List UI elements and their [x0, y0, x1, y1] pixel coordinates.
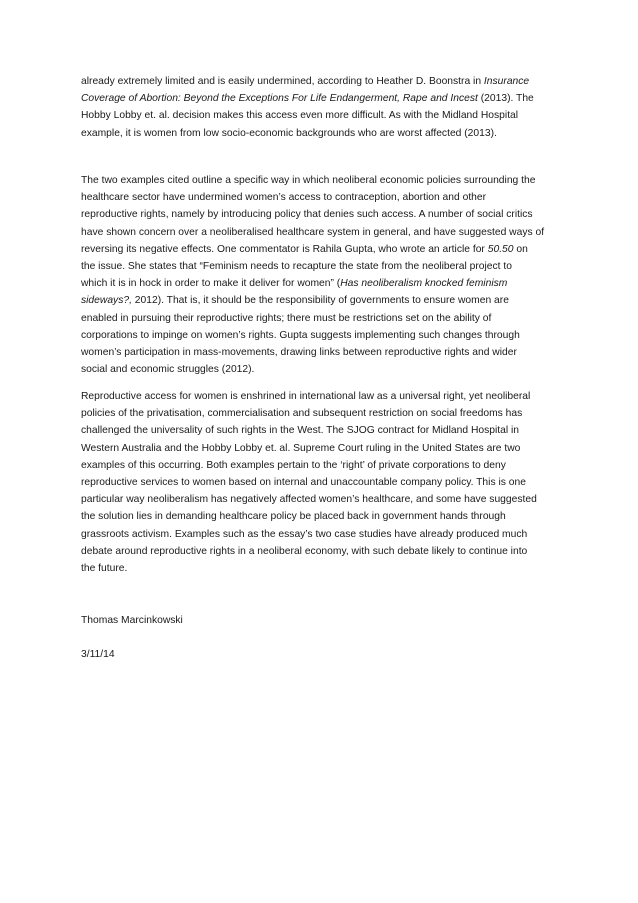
- text-line: the future.: [81, 563, 128, 575]
- text-line: the solution lies in demanding healthcare policy be placed back in government hands through: [81, 511, 506, 523]
- text-line: Western Australia and the Hobby Lobby et. al. Supreme Court ruling in the United States are two: [81, 442, 521, 454]
- text-line: [81, 241, 561, 258]
- text-line: policies of the privatisation, commercialisation and subsequent restriction on social freedoms has: [81, 408, 523, 420]
- italic-citation: sideways?,: [81, 295, 132, 307]
- italic-publication: 50.50: [487, 243, 514, 255]
- text-line: Hobby Lobby et. al. decision makes this access even more difficult. As with the Midland Hospital: [81, 110, 519, 122]
- text-run: reversing its negative effects. One commentator is Rahila Gupta, who wrote an article for: [81, 243, 488, 255]
- text-line: The two examples cited outline a specific way in which neoliberal economic policies surrounding the: [81, 175, 536, 186]
- text-run: already extremely limited and is easily undermined, according to Heather D. Boonstra in: [81, 76, 484, 87]
- text-line: [81, 90, 561, 107]
- text-run: 2012). That is, it should be the responsibility of governments to ensure women are: [131, 295, 509, 307]
- text-line: [81, 292, 561, 309]
- text-line: the issue. She states that “Feminism needs to recapture the state from the neoliberal project to: [81, 261, 512, 273]
- text-line: debate around reproductive rights in a neoliberal economy, with such debate likely to continue into: [81, 545, 528, 557]
- text-line: example, it is women from low socio-economic backgrounds who are worst affected (2013).: [81, 127, 497, 139]
- paragraph-1: [81, 73, 561, 142]
- italic-citation: Coverage of Abortion: Beyond the Exceptions For Life Endangerment, Rape and Incest: [81, 93, 478, 105]
- author-name: Thomas Marcinkowski: [81, 615, 183, 626]
- text-run: which it is in hock in order to make it deliver for women” (: [81, 278, 341, 290]
- text-line: corporations to impinge on women’s rights. Gupta suggests implementing such changes through: [81, 329, 520, 341]
- text-line: grassroots activism. Examples such as the essay’s two case studies have already produced much: [81, 528, 528, 540]
- paragraph-2: [81, 172, 561, 378]
- text-line: reproductive rights, namely by introducing policy that denies such access. A number of social critics: [81, 209, 533, 221]
- text-line: examples of this occurring. Both examples pertain to the ‘right’ of private corporations to deny: [81, 459, 506, 471]
- text-line: challenged the universality of such rights in the West. The SJOG contract for Midland Hospital in: [81, 425, 520, 437]
- text-line: social and economic struggles (2012).: [81, 364, 255, 376]
- text-line: particular way neoliberalism has negatively affected women’s healthcare, and some have suggested: [81, 494, 537, 506]
- text-line: women’s participation in mass-movements, drawing links between reproductive rights and wider: [81, 347, 517, 359]
- text-line: healthcare sector have undermined women’s access to contraception, abortion and other: [81, 192, 487, 204]
- text-run: (2013). The: [477, 93, 534, 105]
- text-line: enabled in pursuing their reproductive rights; there must be restrictions set on the ability of: [81, 312, 492, 324]
- document-date: 3/11/14: [81, 649, 115, 660]
- text-line: Reproductive access for women is enshrined in international law as a universal right, yet neoliberal: [81, 391, 531, 402]
- text-line: reproductive services to women based on internal and unaccountable company policy. This is one: [81, 477, 526, 489]
- text-line: [81, 73, 561, 90]
- text-run: on: [513, 243, 528, 255]
- italic-citation: Has neoliberalism knocked feminism: [340, 278, 508, 290]
- text-line: have shown concern over a neoliberalised healthcare system in general, and have suggested ways of: [81, 226, 545, 238]
- text-line: [81, 275, 561, 292]
- italic-citation: Insurance: [483, 76, 530, 87]
- paragraph-3: [81, 388, 561, 577]
